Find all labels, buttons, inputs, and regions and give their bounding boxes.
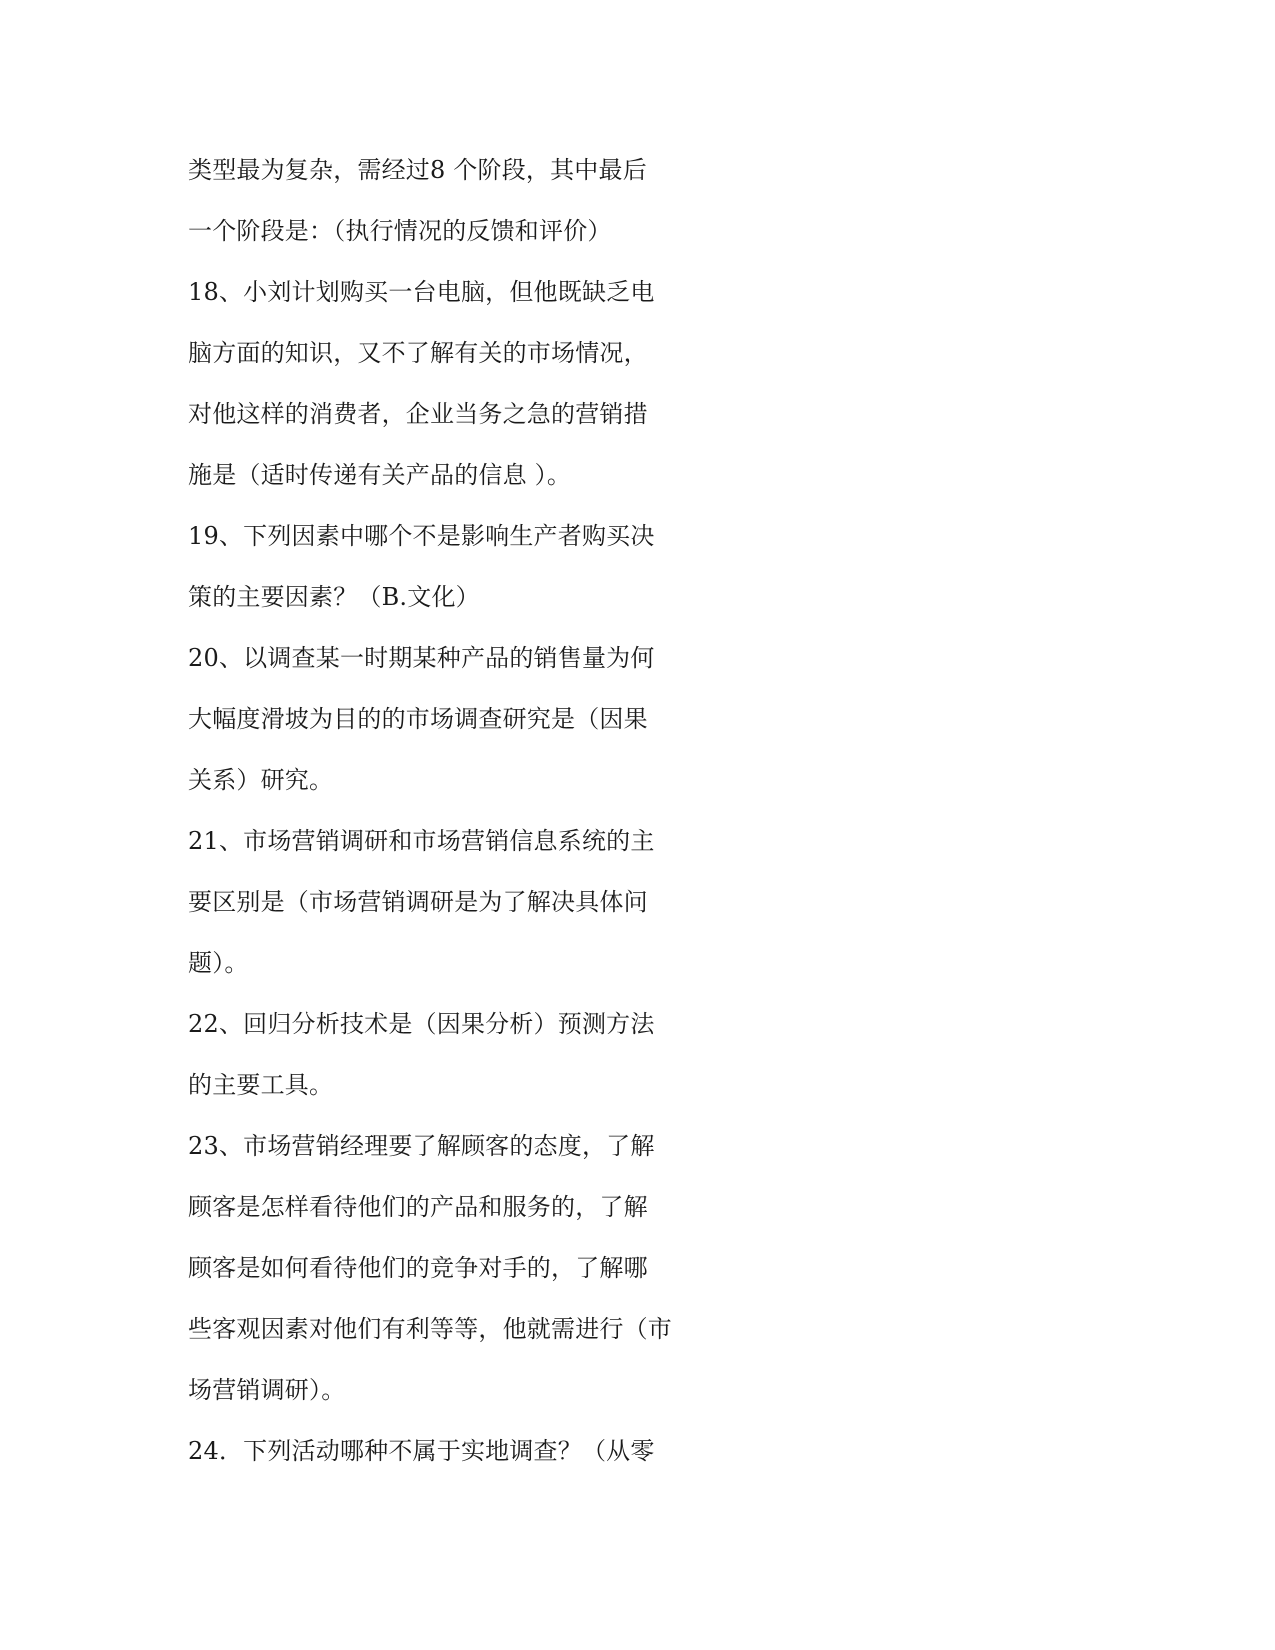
text-line: 策的主要因素？（B.文化） xyxy=(188,583,480,611)
document-body xyxy=(188,140,708,1482)
text-line: 一个阶段是：（执行情况的反馈和评价） xyxy=(188,217,612,245)
text-line: 施是（适时传递有关产品的信息 ）。 xyxy=(188,461,572,489)
question-21-line: 21、市场营销调研和市场营销信息系统的主 xyxy=(188,827,655,855)
text-line: 关系）研究。 xyxy=(188,766,334,794)
question-20-line: 20、以调查某一时期某种产品的销售量为何 xyxy=(188,644,655,672)
text-line: 顾客是如何看待他们的竞争对手的，了解哪 xyxy=(188,1254,648,1282)
text-line: 些客观因素对他们有利等等，他就需进行（市 xyxy=(188,1315,672,1343)
question-24-line: 24．下列活动哪种不属于实地调查？（从零 xyxy=(188,1437,655,1465)
text-line: 要区别是（市场营销调研是为了解决具体问 xyxy=(188,888,648,916)
text-line: 的主要工具。 xyxy=(188,1071,334,1099)
text-line: 脑方面的知识，又不了解有关的市场情况， xyxy=(188,339,648,367)
text-line: 场营销调研）。 xyxy=(188,1376,346,1404)
question-19-line: 19、下列因素中哪个不是影响生产者购买决 xyxy=(188,522,655,550)
text-line: 题）。 xyxy=(188,949,249,977)
question-22-line: 22、回归分析技术是（因果分析）预测方法 xyxy=(188,1010,655,1038)
text-line: 顾客是怎样看待他们的产品和服务的，了解 xyxy=(188,1193,648,1221)
text-line: 对他这样的消费者，企业当务之急的营销措 xyxy=(188,400,648,428)
question-23-line: 23、市场营销经理要了解顾客的态度，了解 xyxy=(188,1132,655,1160)
text-line: 类型最为复杂，需经过8 个阶段，其中最后 xyxy=(188,156,647,184)
text-line: 大幅度滑坡为目的的市场调查研究是（因果 xyxy=(188,705,648,733)
question-18-line: 18、小刘计划购买一台电脑，但他既缺乏电 xyxy=(188,278,655,306)
